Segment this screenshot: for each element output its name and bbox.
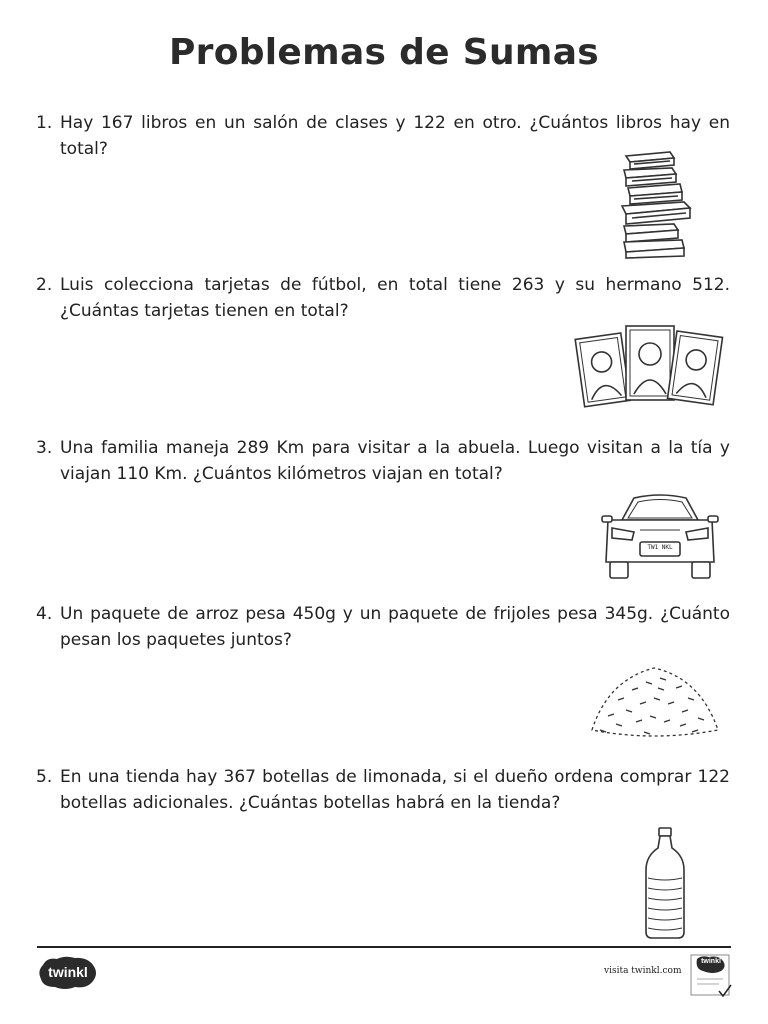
twinkl-logo[interactable] — [37, 955, 99, 991]
problem-number: 1. — [36, 113, 53, 133]
visit-website-text[interactable]: visita twinkl.com — [604, 966, 682, 976]
problem-text: Hay 167 libros en un salón de clases y 122 en otro. ¿Cuántos libros hay en total? — [60, 113, 730, 159]
problem-5 — [36, 764, 730, 816]
problem-text: Luis colecciona tarjetas de fútbol, en total tiene 263 y su hermano 512. ¿Cuántas tarjetas tienen en total? — [60, 275, 730, 321]
car-illustration — [600, 490, 720, 582]
twinkl-logo-text: twinkl — [48, 964, 88, 980]
books-stack-icon — [612, 150, 698, 260]
page-title: Problemas de Sumas — [168, 32, 600, 73]
footer-divider — [37, 946, 731, 948]
twinkl-badge-text: twinkl — [701, 958, 721, 965]
problem-text: Una familia maneja 289 Km para visitar a la abuela. Luego visitan a la tía y viajan 110 Km. ¿Cuántos kilómetros viajan en total? — [60, 438, 730, 484]
problem-number: 3. — [36, 438, 53, 458]
problem-3 — [36, 435, 730, 487]
problem-number: 4. — [36, 604, 53, 624]
bottle-icon — [642, 826, 688, 940]
car-plate-text: TW1 NKL — [647, 544, 673, 551]
problem-2 — [36, 272, 730, 324]
problem-text: En una tienda hay 367 botellas de limonada, si el dueño ordena comprar 122 botellas adicionales. ¿Cuántas botellas habrá en la tienda? — [60, 767, 730, 813]
problem-4 — [36, 601, 730, 653]
car-icon — [600, 490, 720, 582]
football-cards-icon — [572, 322, 724, 414]
rice-pile-icon — [588, 660, 722, 742]
problem-number: 5. — [36, 767, 53, 787]
problem-number: 2. — [36, 275, 53, 295]
problem-text: Un paquete de arroz pesa 450g y un paquete de frijoles pesa 345g. ¿Cuánto pesan los paquetes juntos? — [60, 604, 730, 650]
twinkl-badge — [689, 953, 733, 999]
